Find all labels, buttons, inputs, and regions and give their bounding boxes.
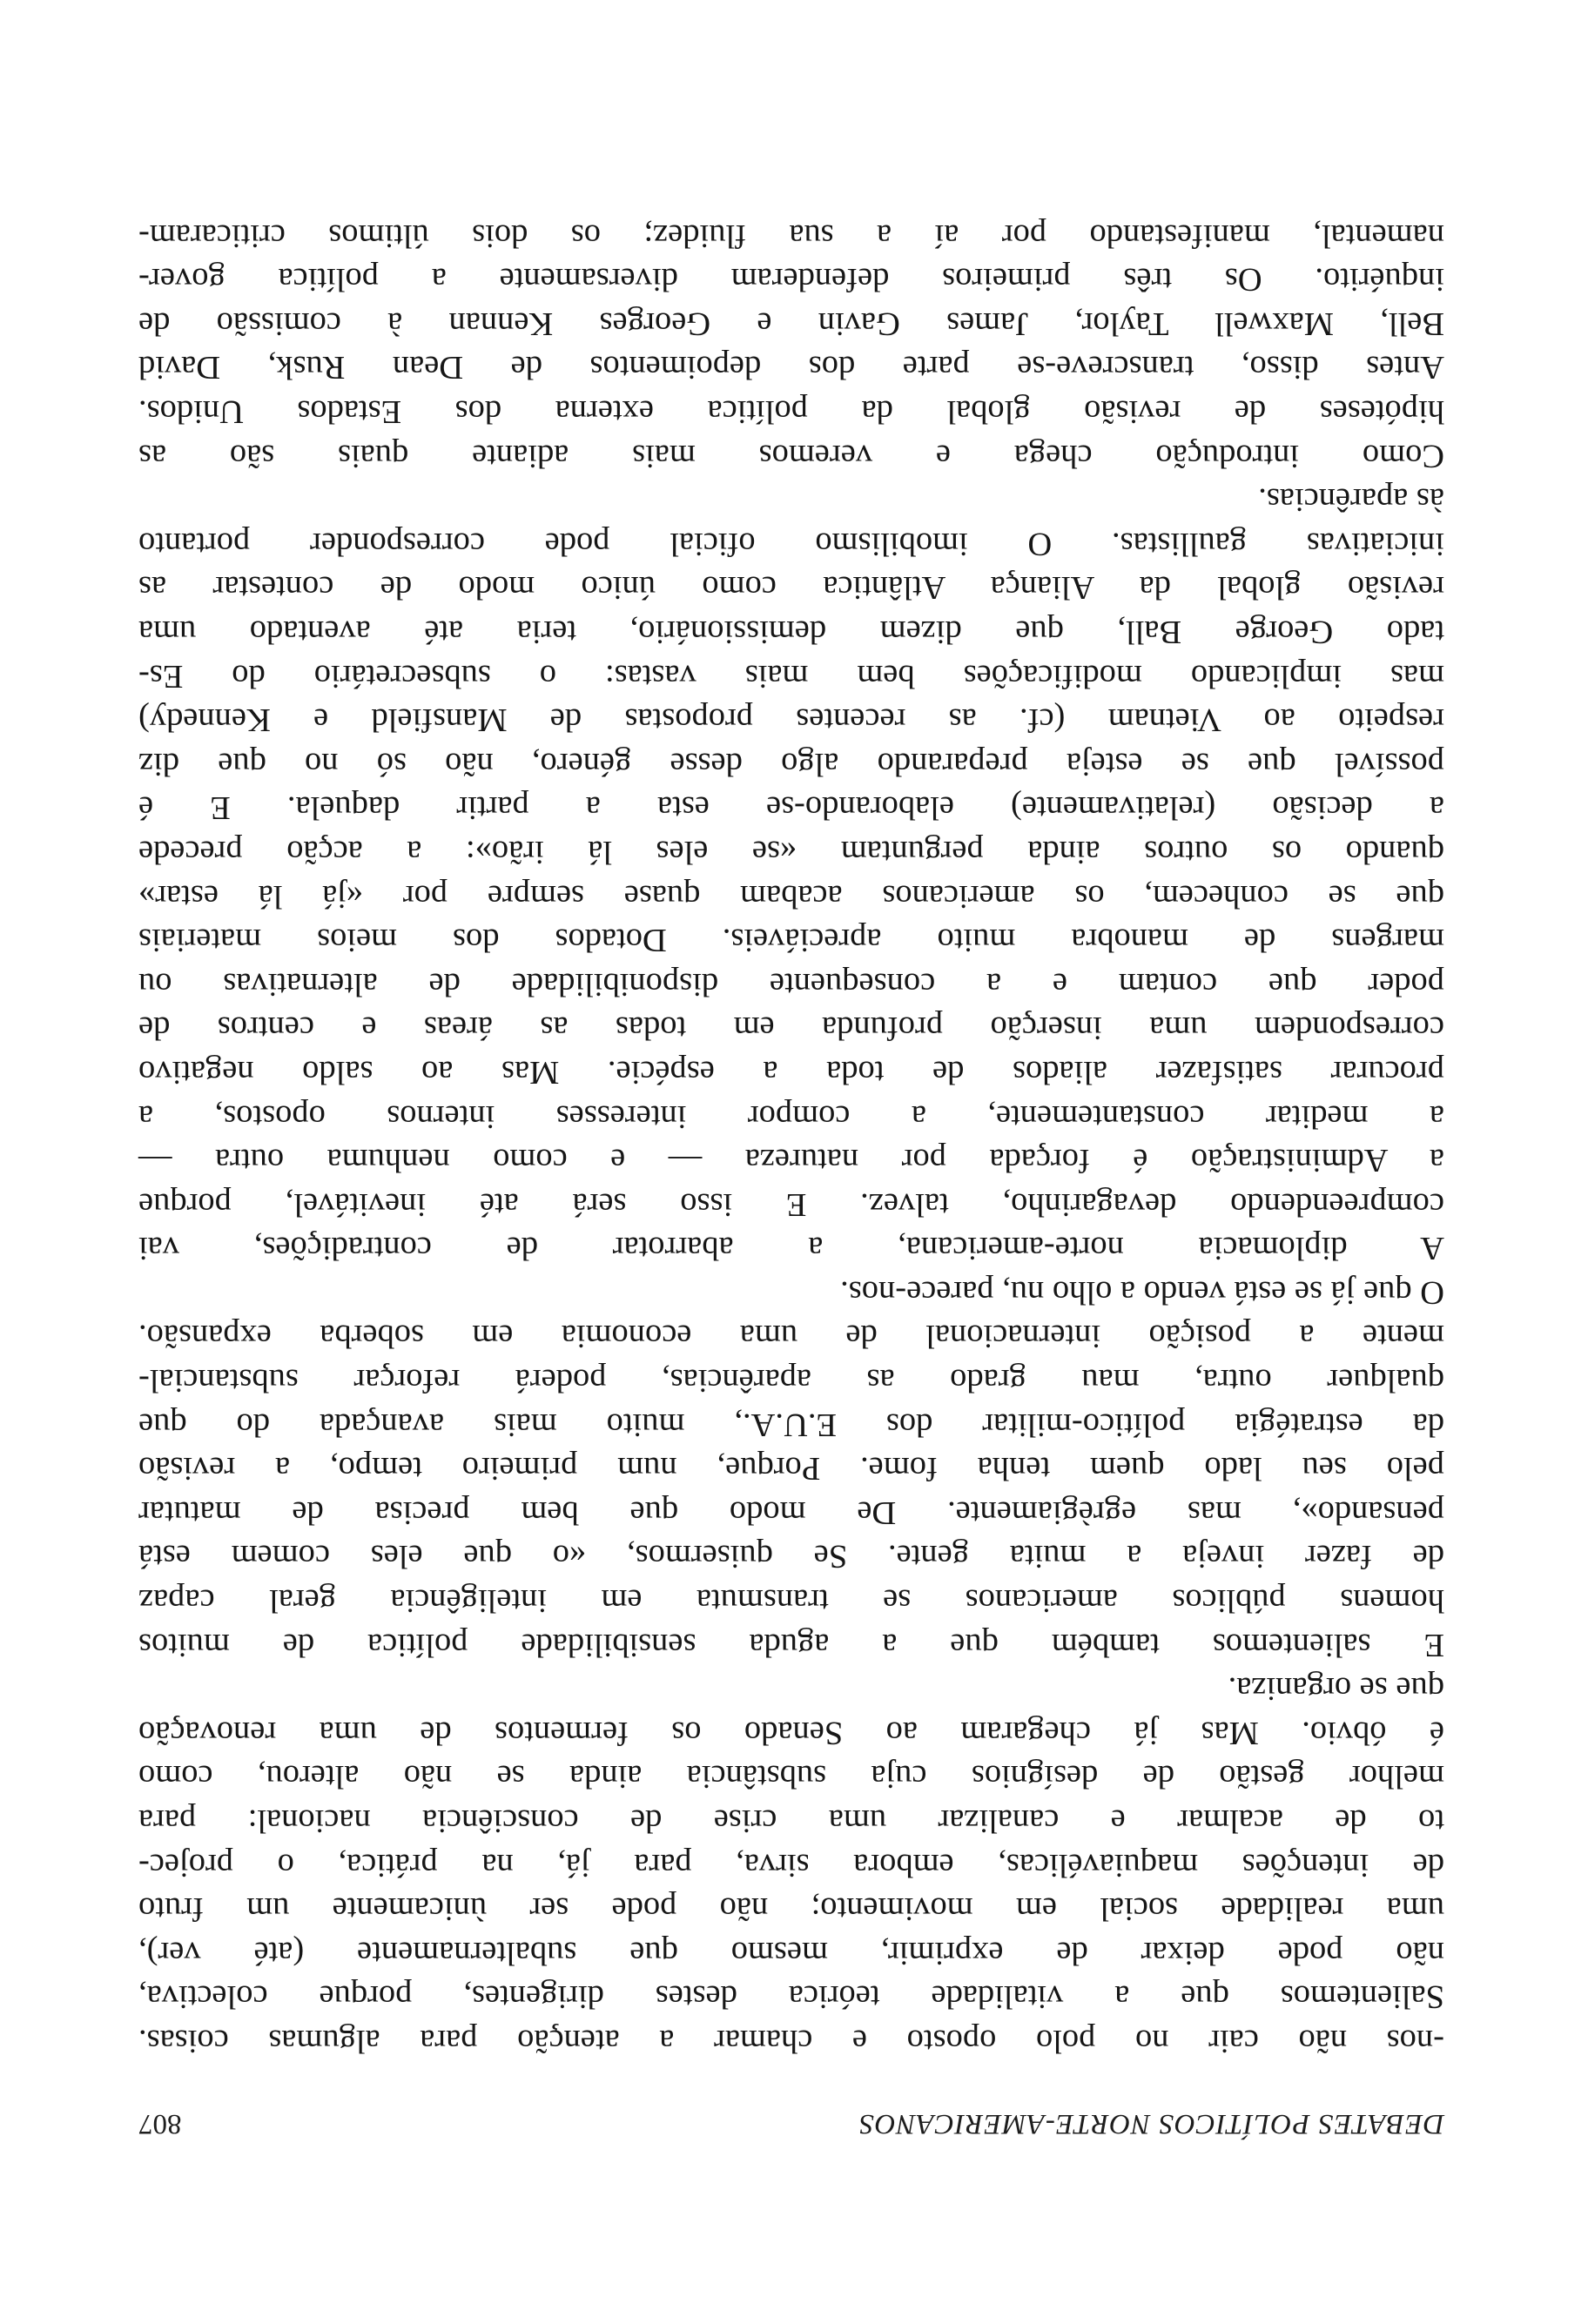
text-line: que se organiza. <box>1228 1670 1444 1708</box>
text-line: pensando», mas egrègiamente. De modo que bem precisa de matutar <box>138 1494 1444 1531</box>
paragraph <box>138 1270 1444 1666</box>
text-line: possível que se esteja preparando algo desse género, não só no que diz <box>138 745 1444 783</box>
paragraph <box>138 478 1444 1271</box>
text-line: mas implicando modificações bem mais vastas: o subsecretário do Es- <box>138 657 1444 695</box>
text-line: melhor gestão de desígnios cuja substância ainda se não alterou, como <box>138 1758 1444 1796</box>
text-line: respeito ao Vietnam (cf. as recentes propostas de Mansfield e Kennedy) <box>138 702 1444 739</box>
text-line: uma realidade social em movimento; não pode ser ùnicamente um fruto <box>138 1891 1444 1928</box>
text-line: a meditar constantemente, a compor interesses internos opostos, a <box>138 1098 1444 1135</box>
running-title: DEBATES POLÍTICOS NORTE-AMERICANOS <box>858 2108 1444 2139</box>
text-line: Antes disso, transcreve-se parte dos depoimentos de Dean Rusk, David <box>138 349 1444 386</box>
text-line: Salientemos que a vitalidade teórica destes dirigentes, porque colectiva, <box>138 1978 1444 2016</box>
paragraph <box>138 1667 1444 2063</box>
text-line: namental, manifestando por aí a sua fluidez; os dois últimos criticaram- <box>138 217 1444 254</box>
text-line: de intenções maquiavélicas, embora sirva, para já, na prática, o projec- <box>138 1846 1444 1884</box>
text-line: homens públicos americanos se transmuta em inteligência geral capaz <box>138 1582 1444 1620</box>
text-line: A diplomacia norte-americana, a abarrotar de contradições, vai <box>138 1230 1444 1267</box>
page-header <box>138 2087 1444 2139</box>
text-line: to de acalmar e canalizar uma crise de consciência nacional: para <box>138 1803 1444 1840</box>
text-line: às aparências. <box>1258 481 1444 519</box>
text-line: inquérito. Os três primeiros defenderam diversamente a política gover- <box>138 261 1444 299</box>
text-line: revisão global da Aliança Atlântica como único modo de contestar as <box>138 569 1444 607</box>
text-line: E salientemos também que a aguda sensibilidade política de muitos <box>138 1626 1444 1663</box>
text-line: Bell, Maxwell Taylor, James Gavin e Georges Kennan à comissão de <box>138 305 1444 342</box>
text-line: a decisão (relativamente) elaborando-se esta a partir daquela. E é <box>138 789 1444 827</box>
text-line: -nos não cair no polo oposto e chamar a atenção para algumas coisas. <box>138 2023 1444 2059</box>
text-line: tado George Ball, que dizem demissionário, teria até aventado uma <box>138 614 1444 650</box>
text-line: quando os outros ainda perguntam «se eles lá irão»: a acção precede <box>138 833 1444 870</box>
text-line: procurar satisfazer aliados de toda a espécie. Mas ao saldo negativo <box>138 1053 1444 1091</box>
text-line: da estratégia político-militar dos E.U.A., muito mais avançada do que <box>138 1406 1444 1443</box>
text-line: é óbvio. Mas já chegaram ao Senado os fermentos de uma renovação <box>138 1714 1444 1751</box>
page-number: 807 <box>138 2108 182 2139</box>
text-line: qualquer outra, mau grado as aparências, poderá reforçar substancial- <box>138 1362 1444 1400</box>
text-line: a Administração é forçada por natureza — e como nenhuma outra — <box>138 1142 1444 1179</box>
text-line: que se conhecem, os americanos acabam quase sempre por «já lá estar» <box>138 877 1444 915</box>
text-line: hipóteses de revisão global da política externa dos Estados Unidos. <box>138 393 1444 431</box>
text-line: poder que contam e a consequente disponibilidade de alternativas ou <box>138 965 1444 1003</box>
text-line: Como introdução chega e veremos mais adiante quais são as <box>138 437 1444 474</box>
text-line: margens de manobra muito apreciáveis. Dotados dos meios materiais <box>138 922 1444 959</box>
text-line: O que já se está vendo a olho nu, parece-nos. <box>840 1273 1444 1311</box>
text-line: correspondem uma inserção profunda em todas as áreas e centros de <box>138 1010 1444 1047</box>
text-line: de fazer inveja a muita gente. Se quisermos, «o que eles comem está <box>138 1538 1444 1575</box>
body-text <box>138 213 1444 2063</box>
text-line: compreendendo devagarinho, talvez. E isso será até inevitável, porque <box>138 1186 1444 1223</box>
text-line: não pode deixar de exprimir, mesmo que subalternamente (até ver), <box>138 1934 1444 1971</box>
text-line: pelo seu lado quem tenha fome. Porque, num primeiro tempo, a revisão <box>138 1450 1444 1488</box>
text-line: iniciativas gaullistas. O imobilismo oficial pode corresponder portanto <box>138 525 1444 562</box>
text-line: mente a posição internacional de uma economia em soberba expansão. <box>138 1318 1444 1355</box>
paragraph <box>138 213 1444 478</box>
